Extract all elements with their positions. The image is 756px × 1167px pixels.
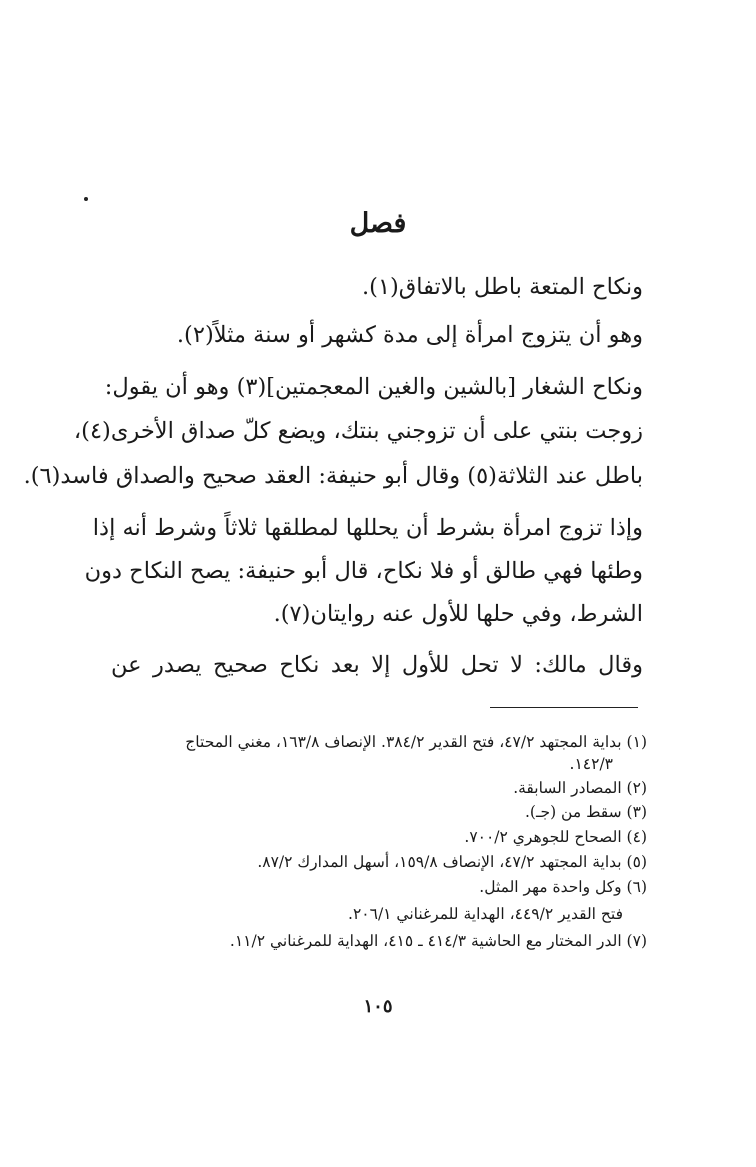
body-line-3: ونكاح الشغار [بالشين والغين المعجمتين](٣) وهو أن يقول: xyxy=(104,374,643,400)
page-number: ١٠٥ xyxy=(363,996,393,1017)
body-line-8: الشرط، وفي حلها للأول عنه روايتان(٧). xyxy=(273,601,643,627)
footnote-2: (٢) المصادر السابقة. xyxy=(513,779,647,797)
footnote-6: (٦) وكل واحدة مهر المثل. xyxy=(479,878,647,896)
body-line-2: وهو أن يتزوج امرأة إلى مدة كشهر أو سنة مثلاً(٢). xyxy=(176,322,643,348)
section-heading: فصل xyxy=(349,208,407,239)
footnote-1: (١) بداية المجتهد ٤٧/٢، فتح القدير ٣٨٤/٢. الإنصاف ١٦٣/٨، مغني المحتاج xyxy=(185,733,647,751)
body-line-5: باطل عند الثلاثة(٥) وقال أبو حنيفة: العقد صحيح والصداق فاسد(٦). xyxy=(23,463,643,489)
footnote-6-source: فتح القدير ٤٤٩/٢، الهداية للمرغناني ٢٠٦/١. xyxy=(348,905,623,923)
stray-dot xyxy=(84,197,88,201)
footnote-3: (٣) سقط من (جـ). xyxy=(524,803,647,821)
body-line-7: وطئها فهي طالق أو فلا نكاح، قال أبو حنيفة: يصح النكاح دون xyxy=(84,558,643,584)
body-line-4: زوجت بنتي على أن تزوجني بنتك، ويضع كلّ صداق الأخرى(٤)، xyxy=(73,418,643,444)
body-line-1: ونكاح المتعة باطل بالاتفاق(١). xyxy=(362,274,643,300)
footnote-1-continued: ١٤٢/٣. xyxy=(569,755,613,773)
body-line-6: وإذا تزوج امرأة بشرط أن يحللها لمطلقها ثلاثاً وشرط أنه إذا xyxy=(92,515,643,541)
body-line-9: وقال مالك: لا تحل للأول إلا بعد نكاح صحيح يصدر عن xyxy=(111,652,643,678)
footnote-7: (٧) الدر المختار مع الحاشية ٤١٤/٣ ـ ٤١٥، الهداية للمرغناني ١١/٢. xyxy=(229,932,647,950)
footnote-separator xyxy=(490,707,638,708)
footnote-4: (٤) الصحاح للجوهري ٧٠٠/٢. xyxy=(464,828,647,846)
footnote-5: (٥) بداية المجتهد ٤٧/٢، الإنصاف ١٥٩/٨، أسهل المدارك ٨٧/٢. xyxy=(257,853,647,871)
